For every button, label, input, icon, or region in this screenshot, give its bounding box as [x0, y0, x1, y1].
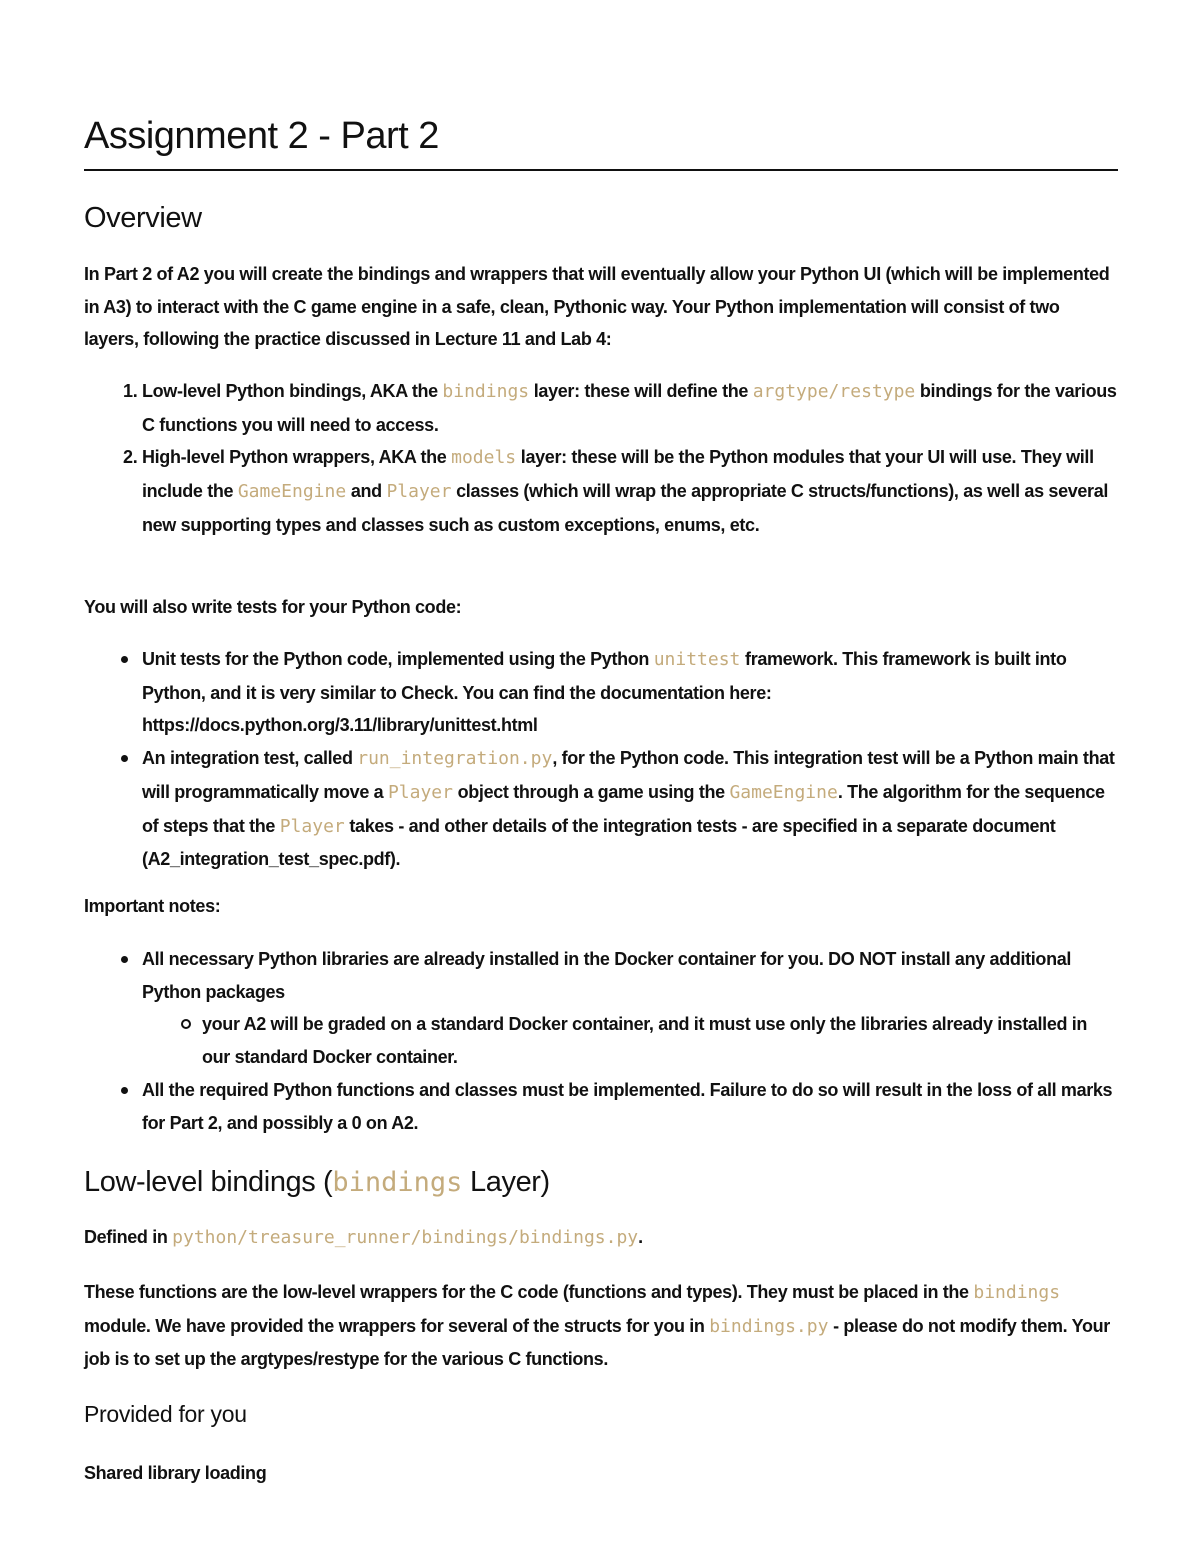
code-bindings: bindings: [442, 381, 530, 402]
code-argtype-restype: argtype/restype: [752, 381, 916, 402]
list-item-note-docker: your A2 will be graded on a standard Docker container, and it must use only the libraries already installed in our standard Docker container.: [202, 1008, 1118, 1073]
code-player: Player: [279, 815, 345, 837]
code-bindings: bindings: [332, 1167, 463, 1198]
code-bindings-path: python/treasure_runner/bindings/bindings.py: [172, 1227, 639, 1248]
overview-intro: [84, 258, 1118, 356]
overview-heading: Overview: [84, 202, 202, 234]
code-bindings: bindings: [973, 1282, 1061, 1303]
code-run-integration: run_integration.py: [357, 748, 553, 770]
lowlevel-heading: Low-level bindings (bindings Layer): [84, 1166, 550, 1198]
list-item-unit-tests: Unit tests for the Python code, implemented using the Python unittest framework. This framework is built into Python, and it is very similar to Check. You can find the documentation here: https://docs.python.org/3.11/library/unittest.html: [142, 643, 1118, 742]
code-unittest: unittest: [653, 649, 741, 670]
code-player: Player: [387, 781, 453, 803]
title-divider: [84, 169, 1118, 171]
notes-heading: Important notes:: [84, 896, 221, 916]
code-player: Player: [386, 481, 452, 503]
list-item-note-libraries: All necessary Python libraries are already installed in the Docker container for you. DO NOT install any additional Python packages your A2 will be graded on a standard Docker container, and it must use only the libraries already installed in our standard Docker container.: [142, 943, 1118, 1074]
notes-sublist: [142, 1008, 1118, 1073]
layers-list: [84, 375, 1118, 542]
code-bindings-py: bindings.py: [709, 1315, 829, 1337]
list-item-integration-test: An integration test, called run_integration.py, for the Python code. This integration test will be a Python main that will programmatically move a Player object through a game using the GameEngine. The algorithm for the sequence of steps that the Player takes - and other details of the integration tests - are specified in a separate document (A2_integration_test_spec.pdf).: [142, 742, 1118, 876]
list-item-note-required: All the required Python functions and classes must be implemented. Failure to do so will result in the loss of all marks for Part 2, and possibly a 0 on A2.: [142, 1074, 1118, 1139]
list-item-bindings-layer: 1. Low-level Python bindings, AKA the bindings layer: these will define the argtype/restype bindings for the various C functions you will need to access.: [142, 375, 1118, 441]
overview-intro-text: In Part 2 of A2 you will create the bindings and wrappers that will eventually allow your Python UI (which will be implemented in A3) to interact with the C game engine in a safe, clean, Pythonic way. Your Python implementation will consist of two layers, following the practice discussed in Lecture 11 and Lab 4:: [84, 264, 1110, 350]
code-gameengine: GameEngine: [729, 781, 838, 803]
defined-in: Defined in python/treasure_runner/bindings/bindings.py.: [84, 1227, 643, 1248]
list-item-models-layer: 2. High-level Python wrappers, AKA the models layer: these will be the Python modules that your UI will use. They will include the GameEngine and Player classes (which will wrap the appropriate C structs/functions), as well as several new supporting types and classes such as custom exceptions, enums, etc.: [142, 441, 1118, 541]
lowlevel-description: These functions are the low-level wrappers for the C code (functions and types). They must be placed in the bindings module. We have provided the wrappers for several of the structs for you in bindings.py - please do not modify them. Your job is to set up the argtypes/restype for the various C functions.: [84, 1282, 1110, 1370]
tests-list: [84, 643, 1118, 876]
code-models: models: [451, 447, 517, 469]
notes-list: [84, 943, 1118, 1139]
provided-heading: Provided for you: [84, 1401, 247, 1427]
page-title: Assignment 2 - Part 2: [84, 115, 439, 157]
notes-list-block: [84, 943, 1118, 1139]
code-gameengine: GameEngine: [237, 481, 347, 503]
tests-intro: You will also write tests for your Python code:: [84, 597, 462, 617]
tests-list-block: [84, 643, 1118, 876]
layers-list-block: [84, 375, 1118, 542]
shared-library-heading: Shared library loading: [84, 1463, 267, 1483]
